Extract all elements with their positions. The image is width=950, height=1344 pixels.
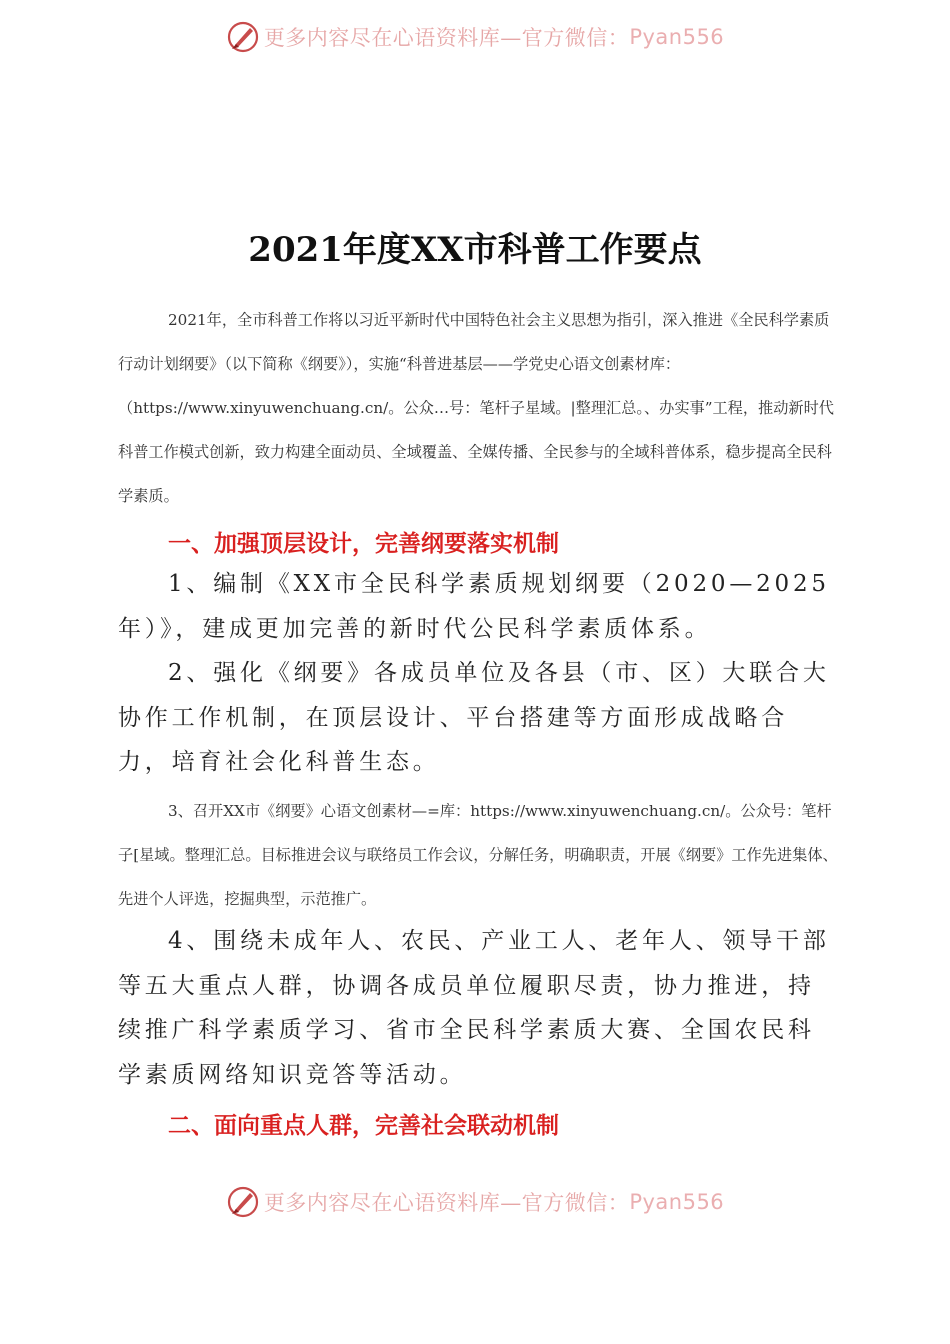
watermark-text: 更多内容尽在心语资料库—官方微信： [263,1191,630,1215]
watermark-text: 更多内容尽在心语资料库—官方微信： [263,26,630,50]
pen-logo-icon [226,1185,260,1219]
pen-logo-icon [226,20,260,54]
section1-item-2: 2、强化《纲要》各成员单位及各县（市、区）大联合大协作工作机制，在顶层设计、平台搭建等方面形成战略合力，培育社会化科普生态。 [118,660,830,775]
intro-paragraph: 2021年，全市科普工作将以习近平新时代中国特色社会主义思想为指引，深入推进《全民科学素质行动计划纲要》（以下简称《纲要》），实施“科普进基层——学党史心语文创素材库：（https://www.xinyuwenchuang.cn/。公众…号：笔杆子星域。|整理汇总。、办实事”工程，推动新时代科普工作模式创新，致力构建全面动员、全域覆盖、全媒传播、全民参与的全域科普体系，稳步提高全民科学素质。 [118,311,834,505]
section-heading-1: 一、加强顶层设计，完善纲要落实机制 [168,531,559,557]
section1-item-1: 1、编制《XX市全民科学素质规划纲要（2020—2025年）》，建成更加完善的新时代公民科学素质体系。 [118,571,830,642]
section1-item-4: 4、围绕未成年人、农民、产业工人、老年人、领导干部等五大重点人群，协调各成员单位履职尽责，协力推进，持续推广科学素质学习、省市全民科学素质大赛、全国农民科学素质网络知识竞答等活动。 [118,928,830,1088]
footer-watermark [0,1182,950,1222]
watermark-id: Pyan556 [629,25,725,49]
section1-item-3: 3、召开XX市《纲要》心语文创素材—=库：https://www.xinyuwenchuang.cn/。公众号：笔杆子[星域。整理汇总。目标推进会议与联络员工作会议，分解任务，明确职责，开展《纲要》工作先进集体、先进个人评选，挖掘典型，示范推广。 [118,802,838,908]
watermark-id: Pyan556 [629,1190,725,1214]
page-title: 2021年度XX市科普工作要点 [248,230,702,270]
header-watermark [0,17,950,57]
section-heading-2: 二、面向重点人群，完善社会联动机制 [168,1113,559,1139]
